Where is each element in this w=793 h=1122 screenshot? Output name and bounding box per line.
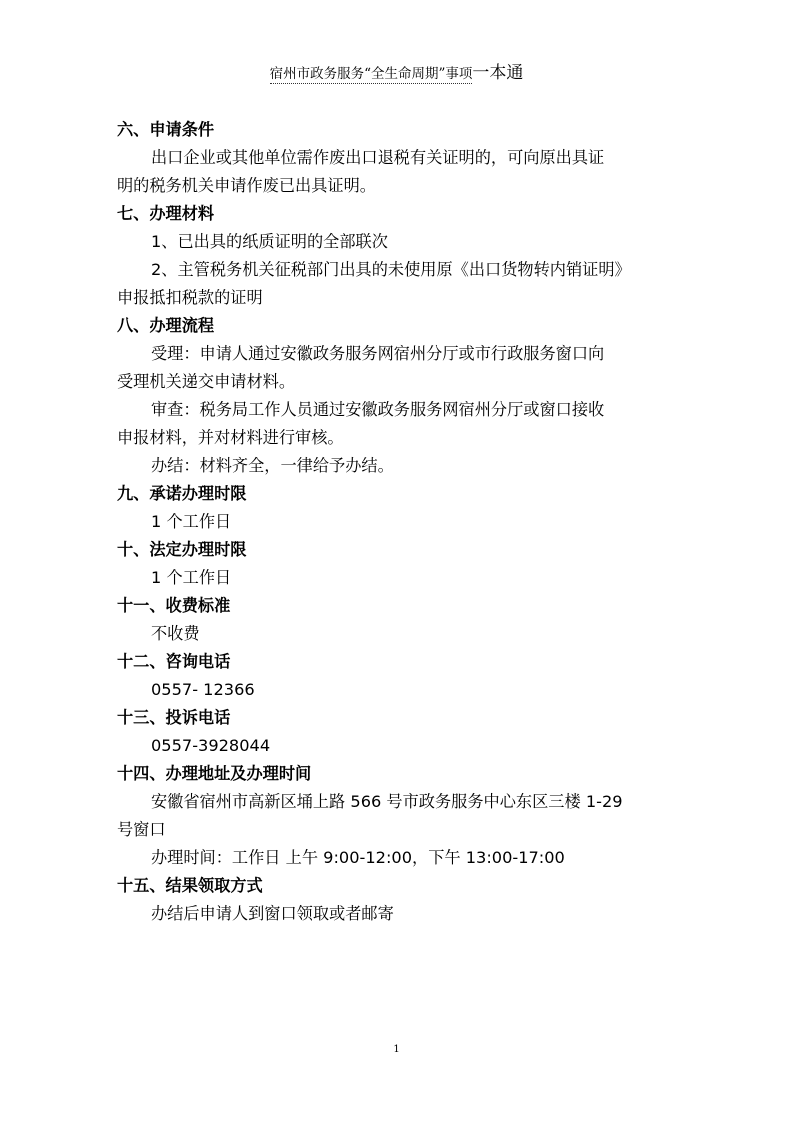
process-review-line2: 申报材料，并对材料进行审核。 (117, 428, 344, 447)
consult-phone-value: 0557- 12366 (151, 680, 255, 699)
section-consult-phone-title: 十二、咨询电话 (117, 652, 231, 671)
header-wrapper (270, 58, 524, 84)
office-hours: 办理时间：工作日 上午 9:00-12:00，下午 13:00-17:00 (151, 848, 565, 867)
complaint-phone-value: 0557-3928044 (151, 736, 271, 755)
section-pickup-title: 十五、结果领取方式 (117, 876, 263, 895)
section-process-title: 八、办理流程 (117, 316, 215, 335)
legal-time-value: 1 个工作日 (151, 568, 232, 587)
section-legal-time-title: 十、法定办理时限 (117, 540, 247, 559)
header-suffix: 一本通 (472, 63, 524, 83)
materials-item2-line1: 2、主管税务机关征税部门出具的未使用原《出口货物转内销证明》 (151, 260, 631, 279)
page-number: 1 (393, 1044, 400, 1055)
materials-item2-line2: 申报抵扣税款的证明 (117, 288, 263, 307)
page-header (0, 58, 793, 84)
pickup-value: 办结后申请人到窗口领取或者邮寄 (151, 904, 394, 923)
process-accept-line2: 受理机关递交申请材料。 (117, 372, 296, 391)
section-promised-time-title: 九、承诺办理时限 (117, 484, 247, 503)
process-complete: 办结：材料齐全，一律给予办结。 (151, 456, 394, 475)
address-line2: 号窗口 (117, 820, 166, 839)
process-accept-line1: 受理：申请人通过安徽政务服务网宿州分厅或市行政服务窗口向 (151, 344, 605, 363)
section-complaint-phone-title: 十三、投诉电话 (117, 708, 231, 727)
section-fees-title: 十一、收费标准 (117, 596, 231, 615)
fees-value: 不收费 (151, 624, 200, 643)
section-conditions-title: 六、申请条件 (117, 120, 215, 139)
address-line1: 安徽省宿州市高新区埇上路 566 号市政务服务中心东区三楼 1-29 (151, 792, 623, 811)
section-address-title: 十四、办理地址及办理时间 (117, 764, 312, 783)
conditions-text-line2: 明的税务机关申请作废已出具证明。 (117, 176, 376, 195)
promised-time-value: 1 个工作日 (151, 512, 232, 531)
process-review-line1: 审查：税务局工作人员通过安徽政务服务网宿州分厅或窗口接收 (151, 400, 605, 419)
header-title: 宿州市政务服务“全生命周期”事项 (269, 66, 473, 82)
section-materials-title: 七、办理材料 (117, 204, 215, 223)
conditions-text-line1: 出口企业或其他单位需作废出口退税有关证明的，可向原出具证 (151, 148, 605, 167)
materials-item1: 1、已出具的纸质证明的全部联次 (151, 232, 388, 251)
